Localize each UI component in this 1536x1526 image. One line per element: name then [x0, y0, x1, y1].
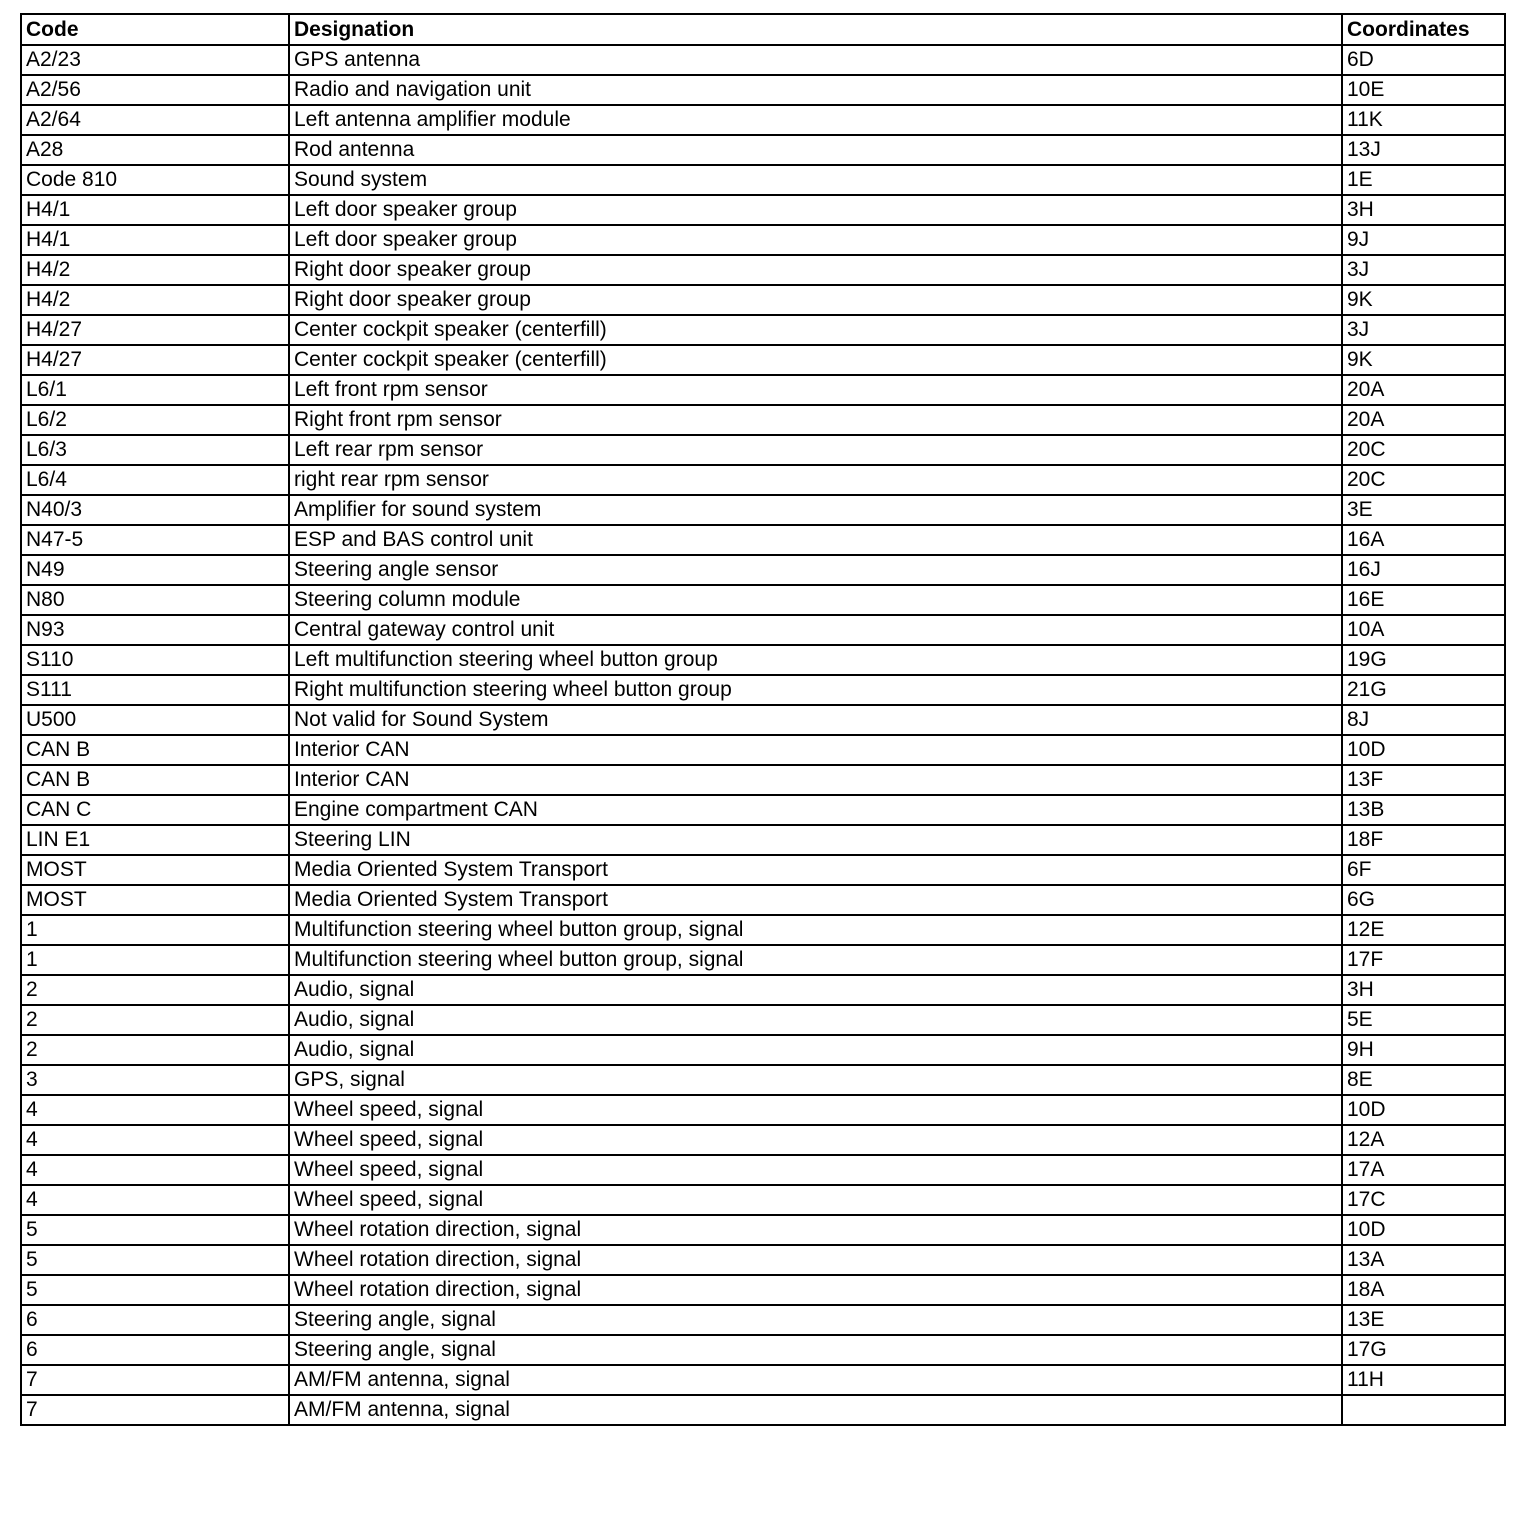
code-cell: 4: [21, 1185, 289, 1215]
designation-cell: Sound system: [289, 165, 1342, 195]
table-row: [21, 1305, 1505, 1335]
coordinates-cell: 3J: [1342, 255, 1505, 285]
code-cell: Code 810: [21, 165, 289, 195]
table-row: [21, 975, 1505, 1005]
designation-cell: Radio and navigation unit: [289, 75, 1342, 105]
coordinates-cell: 10D: [1342, 1095, 1505, 1125]
table-header-row: [21, 14, 1505, 45]
table-row: [21, 435, 1505, 465]
coordinates-cell: 17C: [1342, 1185, 1505, 1215]
designation-cell: Wheel rotation direction, signal: [289, 1245, 1342, 1275]
coordinates-cell: 16E: [1342, 585, 1505, 615]
code-cell: 5: [21, 1275, 289, 1305]
code-cell: 1: [21, 945, 289, 975]
coordinates-cell: 10E: [1342, 75, 1505, 105]
table-row: [21, 1395, 1505, 1425]
code-cell: H4/2: [21, 255, 289, 285]
coordinates-cell: 3H: [1342, 195, 1505, 225]
designation-cell: Interior CAN: [289, 765, 1342, 795]
designation-cell: Left rear rpm sensor: [289, 435, 1342, 465]
code-cell: MOST: [21, 855, 289, 885]
designation-cell: Right door speaker group: [289, 255, 1342, 285]
coordinates-cell: 13B: [1342, 795, 1505, 825]
designation-cell: Wheel speed, signal: [289, 1185, 1342, 1215]
coordinates-cell: 20A: [1342, 375, 1505, 405]
designation-cell: Right front rpm sensor: [289, 405, 1342, 435]
designation-cell: Center cockpit speaker (centerfill): [289, 345, 1342, 375]
table-row: [21, 615, 1505, 645]
code-cell: LIN E1: [21, 825, 289, 855]
designation-cell: Steering angle sensor: [289, 555, 1342, 585]
code-cell: CAN B: [21, 765, 289, 795]
code-cell: S110: [21, 645, 289, 675]
table-row: [21, 525, 1505, 555]
designation-cell: Audio, signal: [289, 1035, 1342, 1065]
coordinates-cell: 21G: [1342, 675, 1505, 705]
table-row: [21, 1065, 1505, 1095]
code-cell: H4/27: [21, 315, 289, 345]
designation-cell: Left front rpm sensor: [289, 375, 1342, 405]
code-cell: L6/1: [21, 375, 289, 405]
code-cell: 2: [21, 1035, 289, 1065]
code-cell: 4: [21, 1155, 289, 1185]
coordinates-cell: 17G: [1342, 1335, 1505, 1365]
designation-cell: Multifunction steering wheel button group, signal: [289, 945, 1342, 975]
code-cell: L6/2: [21, 405, 289, 435]
coordinates-cell: 10A: [1342, 615, 1505, 645]
designation-cell: Left antenna amplifier module: [289, 105, 1342, 135]
table-row: [21, 735, 1505, 765]
coordinates-cell: 9K: [1342, 285, 1505, 315]
table-row: [21, 1155, 1505, 1185]
code-cell: 5: [21, 1215, 289, 1245]
designation-cell: Steering angle, signal: [289, 1305, 1342, 1335]
designation-cell: Steering LIN: [289, 825, 1342, 855]
code-cell: A2/23: [21, 45, 289, 75]
designation-cell: Steering column module: [289, 585, 1342, 615]
coordinates-cell: 13E: [1342, 1305, 1505, 1335]
designation-cell: Wheel rotation direction, signal: [289, 1215, 1342, 1245]
designation-cell: Audio, signal: [289, 975, 1342, 1005]
designation-cell: Right multifunction steering wheel button group: [289, 675, 1342, 705]
table-row: [21, 915, 1505, 945]
table-row: [21, 705, 1505, 735]
code-cell: MOST: [21, 885, 289, 915]
code-cell: U500: [21, 705, 289, 735]
table-row: [21, 1365, 1505, 1395]
coordinates-cell: 11K: [1342, 105, 1505, 135]
coordinates-cell: 8E: [1342, 1065, 1505, 1095]
column-header-coordinates: Coordinates: [1342, 14, 1505, 45]
coordinates-cell: 3H: [1342, 975, 1505, 1005]
designation-cell: Engine compartment CAN: [289, 795, 1342, 825]
code-cell: 4: [21, 1095, 289, 1125]
table-row: [21, 225, 1505, 255]
code-cell: H4/27: [21, 345, 289, 375]
coordinates-cell: 16A: [1342, 525, 1505, 555]
code-cell: N80: [21, 585, 289, 615]
code-cell: L6/4: [21, 465, 289, 495]
table-row: [21, 255, 1505, 285]
coordinates-cell: 20C: [1342, 465, 1505, 495]
table-row: [21, 1335, 1505, 1365]
coordinates-cell: 12E: [1342, 915, 1505, 945]
designation-cell: Multifunction steering wheel button group, signal: [289, 915, 1342, 945]
table-row: [21, 195, 1505, 225]
designation-cell: Media Oriented System Transport: [289, 855, 1342, 885]
code-cell: N47-5: [21, 525, 289, 555]
code-cell: 1: [21, 915, 289, 945]
table-row: [21, 345, 1505, 375]
designation-cell: Wheel speed, signal: [289, 1155, 1342, 1185]
column-header-designation: Designation: [289, 14, 1342, 45]
code-cell: CAN C: [21, 795, 289, 825]
designation-cell: GPS, signal: [289, 1065, 1342, 1095]
table-row: [21, 105, 1505, 135]
column-header-code: Code: [21, 14, 289, 45]
table-row: [21, 1215, 1505, 1245]
table-row: [21, 825, 1505, 855]
coordinates-cell: 18F: [1342, 825, 1505, 855]
table-row: [21, 1095, 1505, 1125]
table-row: [21, 285, 1505, 315]
designation-cell: GPS antenna: [289, 45, 1342, 75]
coordinates-cell: 20C: [1342, 435, 1505, 465]
coordinates-cell: 1E: [1342, 165, 1505, 195]
coordinates-cell: 3E: [1342, 495, 1505, 525]
table-row: [21, 375, 1505, 405]
code-cell: L6/3: [21, 435, 289, 465]
code-cell: H4/2: [21, 285, 289, 315]
code-cell: 3: [21, 1065, 289, 1095]
code-cell: 2: [21, 1005, 289, 1035]
designation-cell: Left door speaker group: [289, 225, 1342, 255]
table-row: [21, 885, 1505, 915]
code-cell: 2: [21, 975, 289, 1005]
code-cell: CAN B: [21, 735, 289, 765]
table-row: [21, 75, 1505, 105]
coordinates-cell: 3J: [1342, 315, 1505, 345]
table-row: [21, 315, 1505, 345]
coordinates-cell: 19G: [1342, 645, 1505, 675]
coordinates-cell: 9J: [1342, 225, 1505, 255]
table-row: [21, 945, 1505, 975]
designation-cell: Central gateway control unit: [289, 615, 1342, 645]
coordinates-cell: 10D: [1342, 1215, 1505, 1245]
designation-cell: Left door speaker group: [289, 195, 1342, 225]
coordinates-cell: 6D: [1342, 45, 1505, 75]
designation-cell: right rear rpm sensor: [289, 465, 1342, 495]
table-row: [21, 1035, 1505, 1065]
code-cell: S111: [21, 675, 289, 705]
code-cell: A2/56: [21, 75, 289, 105]
designation-cell: Wheel rotation direction, signal: [289, 1275, 1342, 1305]
table-row: [21, 765, 1505, 795]
designation-cell: Wheel speed, signal: [289, 1125, 1342, 1155]
code-cell: A28: [21, 135, 289, 165]
coordinates-cell: 16J: [1342, 555, 1505, 585]
table-row: [21, 1275, 1505, 1305]
designation-cell: Rod antenna: [289, 135, 1342, 165]
coordinates-cell: 17F: [1342, 945, 1505, 975]
table-row: [21, 1245, 1505, 1275]
table-row: [21, 555, 1505, 585]
table-row: [21, 795, 1505, 825]
code-cell: N49: [21, 555, 289, 585]
code-cell: H4/1: [21, 195, 289, 225]
coordinates-cell: 20A: [1342, 405, 1505, 435]
designation-cell: Steering angle, signal: [289, 1335, 1342, 1365]
code-cell: H4/1: [21, 225, 289, 255]
coordinates-cell: [1342, 1395, 1505, 1425]
coordinates-cell: 13A: [1342, 1245, 1505, 1275]
designation-cell: Center cockpit speaker (centerfill): [289, 315, 1342, 345]
table-row: [21, 465, 1505, 495]
code-cell: N40/3: [21, 495, 289, 525]
code-cell: N93: [21, 615, 289, 645]
table-row: [21, 645, 1505, 675]
table-row: [21, 1185, 1505, 1215]
table-row: [21, 855, 1505, 885]
coordinates-cell: 8J: [1342, 705, 1505, 735]
coordinates-cell: 18A: [1342, 1275, 1505, 1305]
coordinates-cell: 10D: [1342, 735, 1505, 765]
table-row: [21, 1125, 1505, 1155]
table-row: [21, 405, 1505, 435]
designation-cell: Not valid for Sound System: [289, 705, 1342, 735]
coordinates-cell: 13F: [1342, 765, 1505, 795]
designation-cell: Wheel speed, signal: [289, 1095, 1342, 1125]
code-cell: 4: [21, 1125, 289, 1155]
coordinates-cell: 9K: [1342, 345, 1505, 375]
coordinates-cell: 5E: [1342, 1005, 1505, 1035]
table-row: [21, 495, 1505, 525]
coordinates-cell: 9H: [1342, 1035, 1505, 1065]
designation-cell: Left multifunction steering wheel button group: [289, 645, 1342, 675]
table-row: [21, 165, 1505, 195]
code-cell: 7: [21, 1395, 289, 1425]
coordinates-cell: 13J: [1342, 135, 1505, 165]
component-legend-table: [20, 13, 1506, 1426]
code-cell: 6: [21, 1335, 289, 1365]
coordinates-cell: 6F: [1342, 855, 1505, 885]
designation-cell: Right door speaker group: [289, 285, 1342, 315]
designation-cell: Amplifier for sound system: [289, 495, 1342, 525]
code-cell: A2/64: [21, 105, 289, 135]
designation-cell: ESP and BAS control unit: [289, 525, 1342, 555]
designation-cell: AM/FM antenna, signal: [289, 1365, 1342, 1395]
coordinates-cell: 11H: [1342, 1365, 1505, 1395]
code-cell: 5: [21, 1245, 289, 1275]
coordinates-cell: 6G: [1342, 885, 1505, 915]
code-cell: 6: [21, 1305, 289, 1335]
code-cell: 7: [21, 1365, 289, 1395]
table-row: [21, 135, 1505, 165]
table-body: [21, 45, 1505, 1425]
designation-cell: Interior CAN: [289, 735, 1342, 765]
table-row: [21, 675, 1505, 705]
table-row: [21, 585, 1505, 615]
coordinates-cell: 17A: [1342, 1155, 1505, 1185]
table-row: [21, 1005, 1505, 1035]
designation-cell: Media Oriented System Transport: [289, 885, 1342, 915]
designation-cell: AM/FM antenna, signal: [289, 1395, 1342, 1425]
coordinates-cell: 12A: [1342, 1125, 1505, 1155]
designation-cell: Audio, signal: [289, 1005, 1342, 1035]
table-row: [21, 45, 1505, 75]
